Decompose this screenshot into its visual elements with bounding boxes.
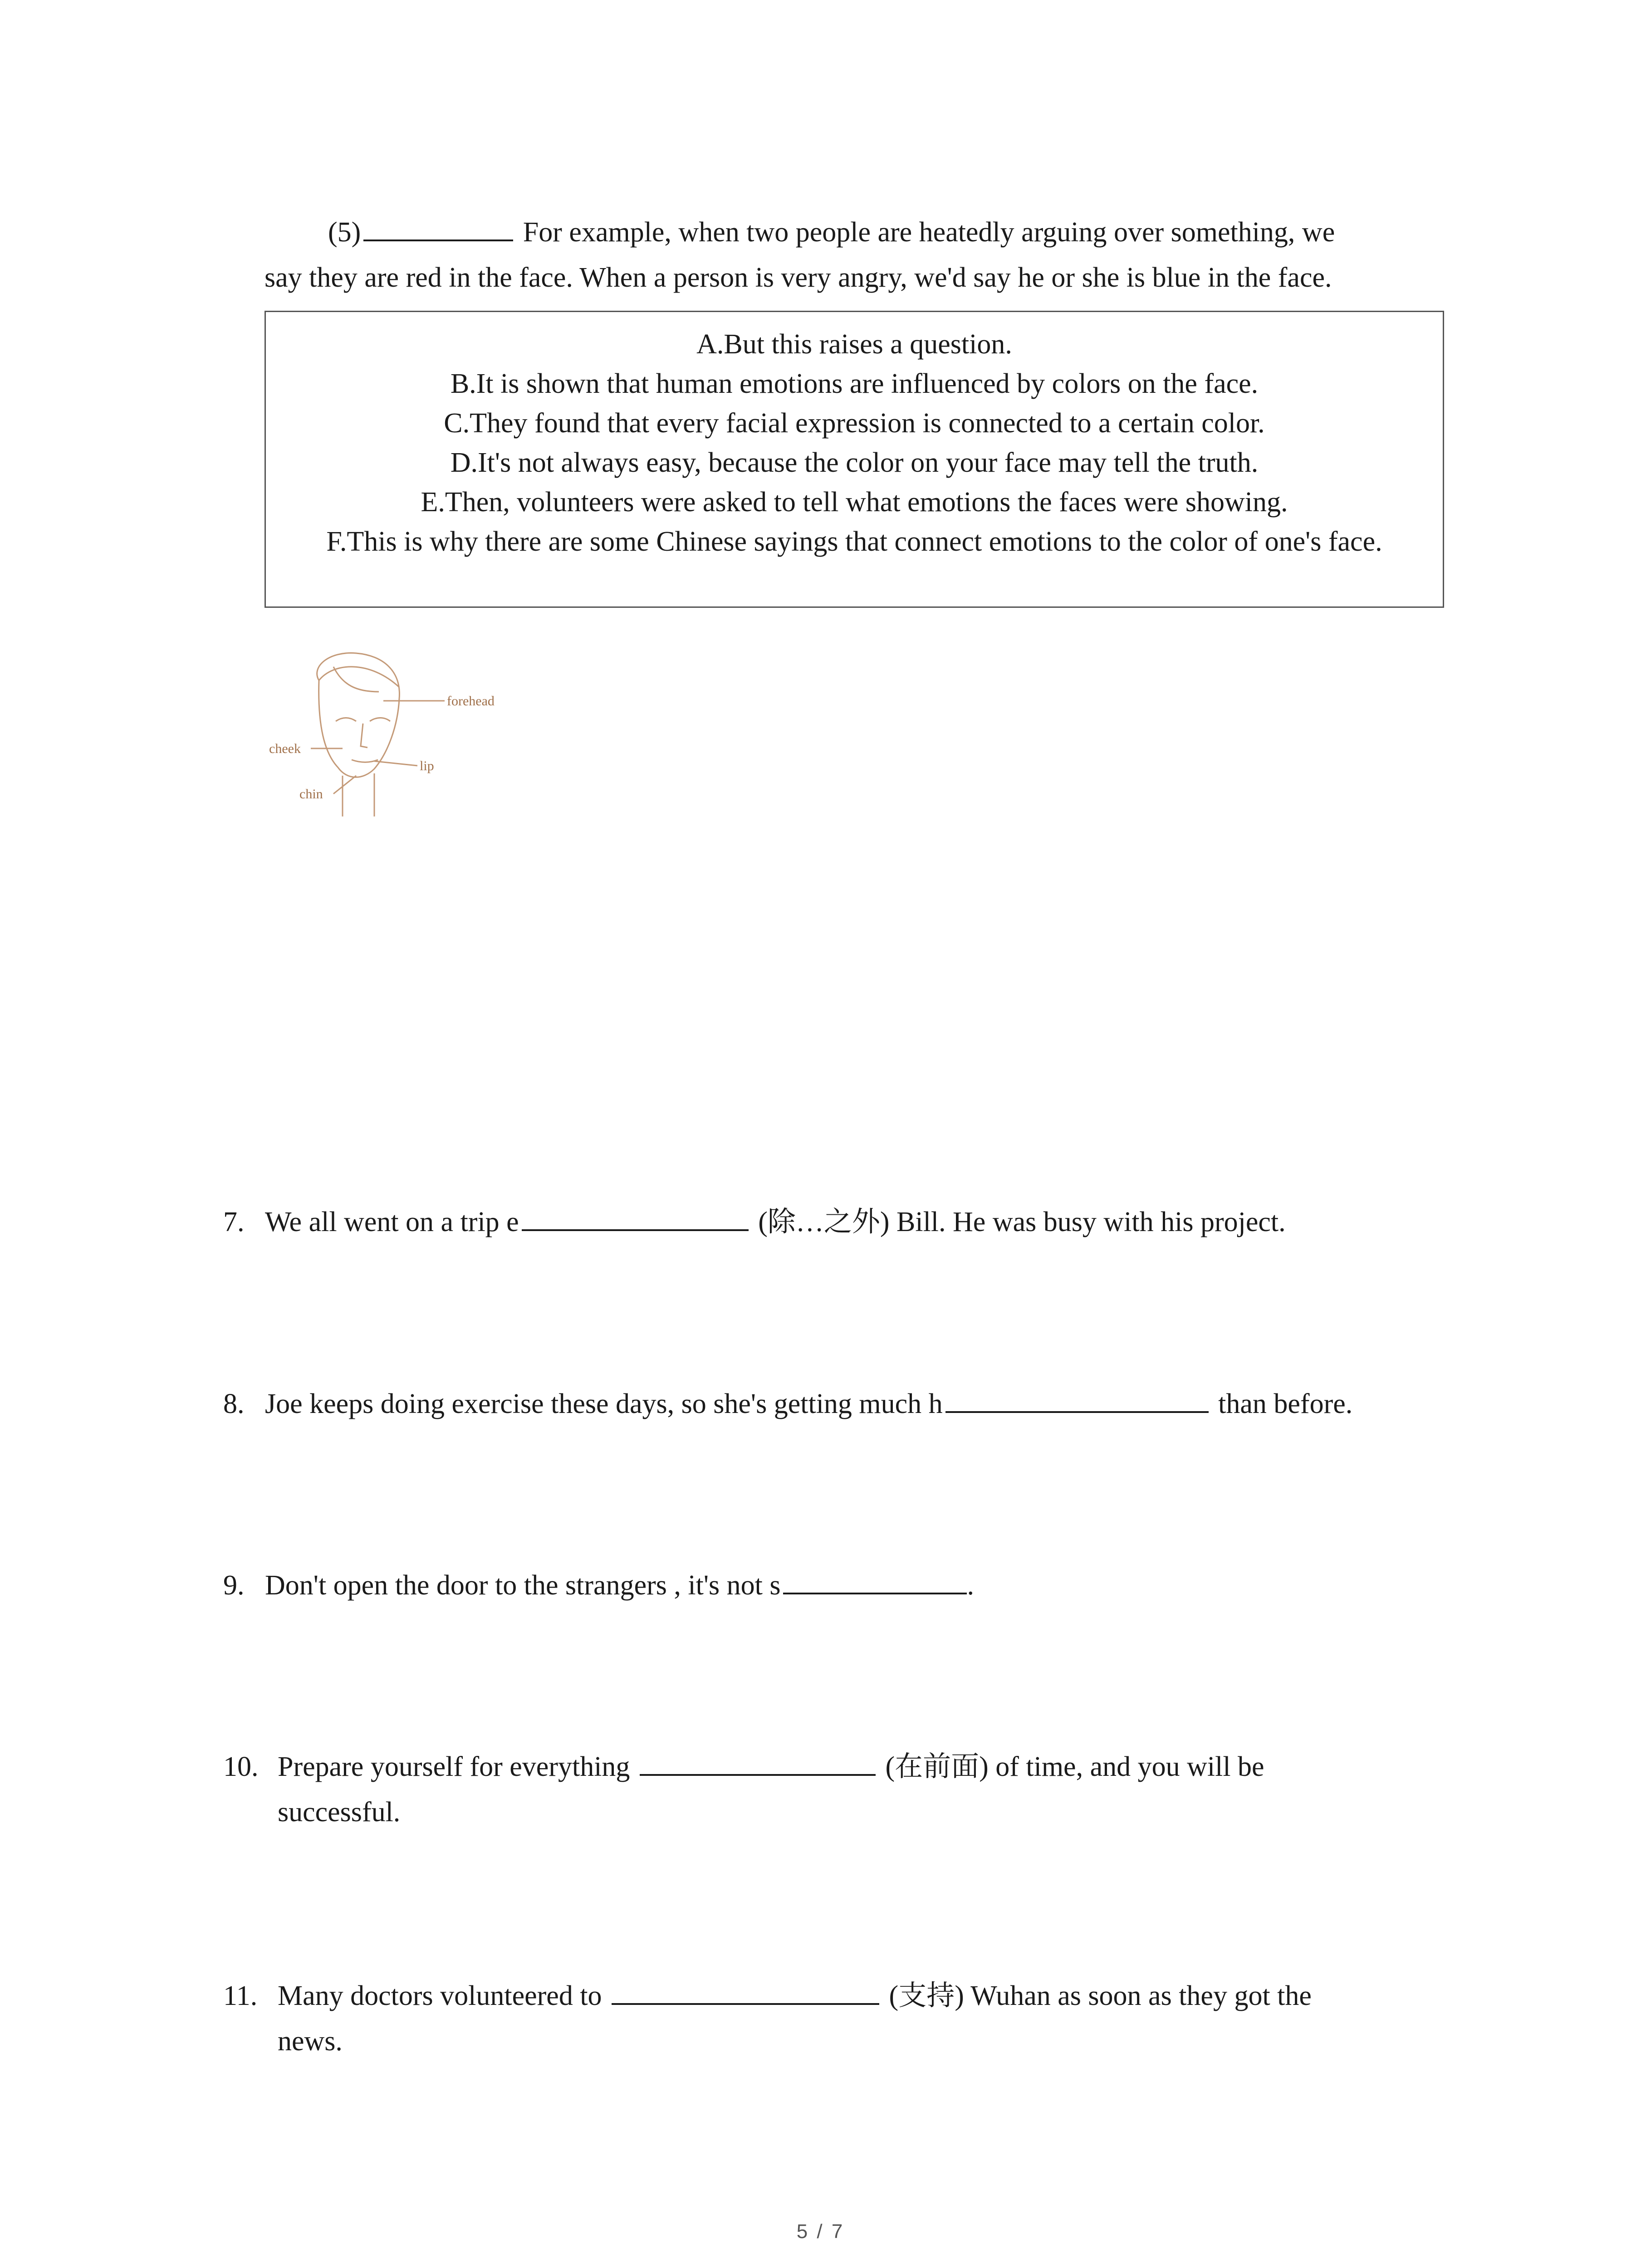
question-text-line2: successful. xyxy=(278,1797,401,1828)
neck xyxy=(343,773,374,816)
blank-5-label: (5) xyxy=(328,217,361,248)
label-chin: chin xyxy=(299,787,323,802)
question-text-line2: news. xyxy=(278,2026,343,2057)
option-f: F.This is why there are some Chinese sayings that connect emotions to the color of one's face. xyxy=(326,526,1382,557)
answer-blank-10[interactable] xyxy=(640,1747,876,1776)
mouth xyxy=(352,760,378,762)
page-number: 5 / 7 xyxy=(796,2220,845,2243)
label-forehead: forehead xyxy=(447,694,495,709)
question-number: 10. xyxy=(223,1751,259,1782)
question-7 xyxy=(223,1199,1457,1245)
question-text-before: Don't open the door to the strangers , it's not s xyxy=(265,1570,781,1601)
passage-line-1 xyxy=(265,210,1444,255)
right-eye xyxy=(370,718,390,722)
question-text-after: than before. xyxy=(1218,1388,1353,1419)
question-number: 11. xyxy=(223,1980,258,2011)
question-number: 8. xyxy=(223,1388,245,1419)
label-lip: lip xyxy=(420,758,434,773)
passage-text-1: For example, when two people are heatedly arguing over something, we xyxy=(523,217,1335,248)
question-9 xyxy=(223,1563,1457,1608)
question-8 xyxy=(223,1381,1457,1427)
answer-blank-7[interactable] xyxy=(522,1202,749,1231)
left-eye xyxy=(336,718,356,722)
option-d: D.It's not always easy, because the color on your face may tell the truth. xyxy=(450,447,1259,478)
question-text-after: (支持) Wuhan as soon as they got the xyxy=(889,1980,1312,2011)
answer-blank-11[interactable] xyxy=(612,1976,879,2005)
option-c: C.They found that every facial expression is connected to a certain color. xyxy=(444,408,1265,439)
question-11 xyxy=(223,1973,1457,2064)
passage-line-2 xyxy=(265,255,1444,300)
question-10 xyxy=(223,1744,1457,1835)
option-e: E.Then, volunteers were asked to tell what emotions the faces were showing. xyxy=(421,487,1288,518)
blank-5[interactable] xyxy=(363,212,513,241)
question-text-after: . xyxy=(967,1570,974,1601)
options-box xyxy=(265,311,1444,608)
answer-blank-8[interactable] xyxy=(945,1384,1209,1413)
face-diagram xyxy=(265,649,529,821)
option-a: A.But this raises a question. xyxy=(696,329,1012,360)
question-number: 9. xyxy=(223,1570,245,1601)
passage-text-2: say they are red in the face. When a person is very angry, we'd say he or she is blue in the face. xyxy=(265,262,1332,293)
question-text-after: (除…之外) Bill. He was busy with his project. xyxy=(758,1207,1286,1237)
hair xyxy=(319,667,399,692)
question-text-before: Prepare yourself for everything xyxy=(278,1751,630,1782)
question-text-before: Many doctors volunteered to xyxy=(278,1980,602,2011)
question-text-before: Joe keeps doing exercise these days, so she's getting much h xyxy=(265,1388,943,1419)
label-cheek: cheek xyxy=(269,741,301,756)
option-b: B.It is shown that human emotions are influenced by colors on the face. xyxy=(450,368,1259,399)
question-number: 7. xyxy=(223,1207,245,1237)
question-text-before: We all went on a trip e xyxy=(265,1207,519,1237)
answer-blank-9[interactable] xyxy=(783,1565,967,1594)
nose xyxy=(361,723,367,748)
question-text-after: (在前面) of time, and you will be xyxy=(885,1751,1264,1782)
